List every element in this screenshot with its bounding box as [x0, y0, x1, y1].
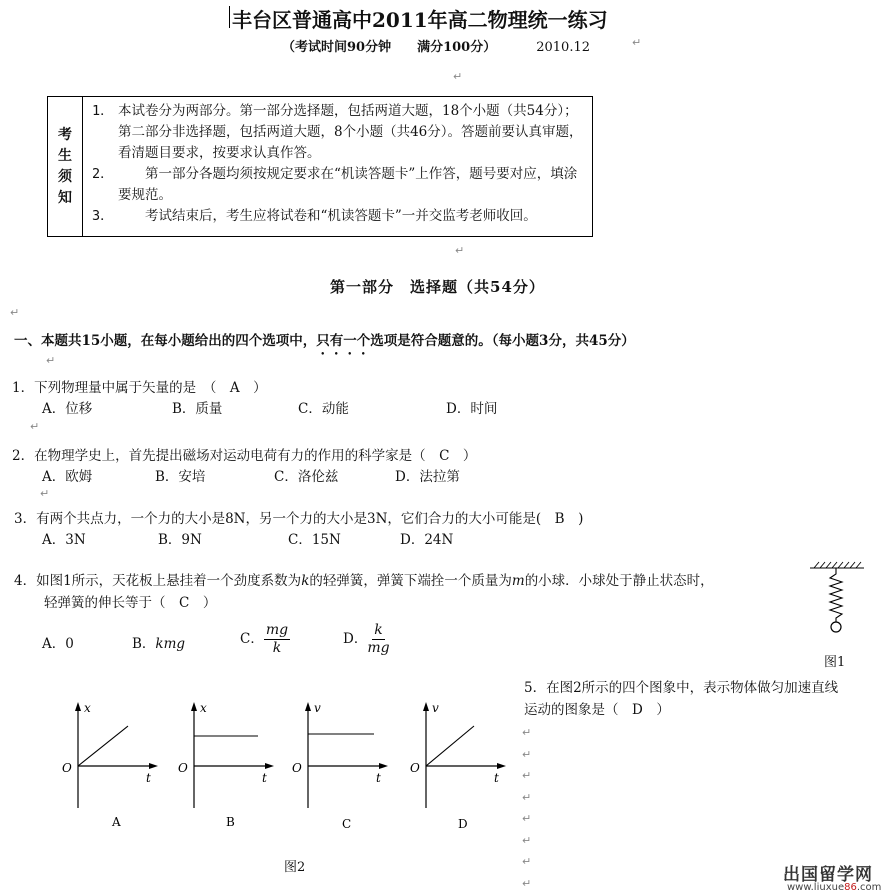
question-5-stem: 5．在图2所示的四个图象中，表示物体做匀加速直线 [524, 680, 839, 696]
graph-label: C [342, 817, 352, 831]
option: A．0 [42, 636, 74, 652]
graph-label: D [458, 817, 468, 831]
section-one-instructions: 一、本题共15小题，在每小题给出的四个选项中，只有一个选项是符合题意的。（每小题3分，共45分） [14, 333, 635, 349]
option: B．9N [158, 532, 202, 548]
option: B．质量 [172, 401, 223, 417]
notice-items [92, 101, 586, 227]
x-axis-label: t [262, 771, 267, 785]
paragraph-mark: ↵ [40, 487, 50, 500]
option: A．欧姆 [42, 469, 93, 485]
watermark-url: www.liuxue86.com [787, 882, 882, 893]
figure-1-caption: 图1 [824, 655, 846, 670]
option: A．位移 [42, 401, 93, 417]
exam-info [282, 36, 590, 55]
origin-label: O [292, 761, 302, 775]
option: A．3N [42, 532, 86, 548]
question-5-stem-line2: 运动的图象是（ D ） [524, 702, 670, 718]
emphasis-text: 只有一个 [316, 333, 371, 349]
origin-label: O [410, 761, 420, 775]
option: C． $\frac{mg}{k}$ [240, 622, 289, 656]
x-axis-label: t [146, 771, 151, 785]
option: D．法拉第 [395, 469, 460, 485]
paragraph-mark: ↵ [30, 420, 40, 433]
figure-2-graph-d [408, 698, 518, 831]
question-4-stem-line2: 轻弹簧的伸长等于（ C ） [44, 595, 217, 611]
x-axis-label: t [376, 771, 381, 785]
notice-label: 考 生 须 知 [48, 97, 83, 236]
question-3-stem: 3．有两个共点力，一个力的大小是8N，另一个力的大小是3N，它们合力的大小可能是( B ) [14, 511, 584, 527]
option: B．kmg [132, 636, 186, 652]
option: D． $\frac{k}{mg}$ [343, 622, 390, 656]
candidate-notice-box [47, 96, 593, 237]
option: B．安培 [155, 469, 206, 485]
y-axis-label: v [314, 701, 321, 715]
fraction: $\frac{mg}{k}$ [265, 622, 289, 656]
paragraph-marks: ↵ ↵ ↵ ↵ ↵ ↵ ↵ ↵ [522, 726, 532, 890]
paragraph-mark: ↵ [46, 354, 56, 367]
exam-duration-score: （考试时间90分钟 满分100分） [282, 40, 497, 55]
question-4-stem: 4．如图1所示，天花板上悬挂着一个劲度系数为k的轻弹簧，弹簧下端拴一个质量为m的小球．小球处于静止状态时， [14, 573, 714, 589]
paragraph-mark: ↵ [455, 244, 465, 257]
origin-label: O [62, 761, 72, 775]
option: C．动能 [298, 401, 349, 417]
y-axis-label: x [84, 701, 91, 715]
part-one-heading: 第一部分 选择题（共54分） [330, 278, 545, 296]
question-2-stem: 2．在物理学史上，首先提出磁场对运动电荷有力的作用的科学家是（ C ） [12, 448, 477, 464]
graph-label: A [112, 815, 121, 829]
fraction: $\frac{k}{mg}$ [367, 622, 390, 656]
option: C．洛伦兹 [274, 469, 339, 485]
figure-2-graph-a [60, 698, 170, 828]
watermark-logo-text: 出国留学网 [783, 865, 873, 885]
notice-item: 2． 第一部分各题均须按规定要求在“机读答题卡”上作答，题号要对应，填涂要规范。 [92, 166, 578, 203]
paragraph-mark: ↵ [10, 306, 20, 319]
option: D．24N [400, 532, 454, 548]
notice-item: 3． 考试结束后，考生应将试卷和“机读答题卡”一并交监考老师收回。 [92, 208, 537, 224]
site-watermark [783, 860, 882, 893]
exam-date: 2010.12 [536, 40, 590, 55]
option: D．时间 [446, 401, 498, 417]
option: C．15N [288, 532, 341, 548]
figure-2-graph-b [176, 698, 286, 828]
x-axis-label: t [494, 771, 499, 785]
page-title: 丰台区普通高中2011年高二物理统一练习 [232, 4, 608, 33]
y-axis-label: x [200, 701, 207, 715]
paragraph-mark: ↵ [453, 70, 463, 83]
y-axis-label: v [432, 701, 439, 715]
question-1-stem: 1．下列物理量中属于矢量的是 （ A ） [12, 380, 267, 396]
notice-item: 1． 本试卷分为两部分。第一部分选择题，包括两道大题，18个小题（共54分）；第二部分非选择题，包括两道大题，8个小题（共46分）。答题前要认真审题，看清题目要求，按要求认真作答。 [92, 103, 583, 161]
figure-2-graph-c [290, 698, 400, 831]
paragraph-mark: ↵ [632, 36, 642, 49]
origin-label: O [178, 761, 188, 775]
figure-2-caption: 图2 [284, 860, 306, 875]
figure-1-spring [806, 560, 866, 650]
graph-label: B [226, 815, 235, 829]
